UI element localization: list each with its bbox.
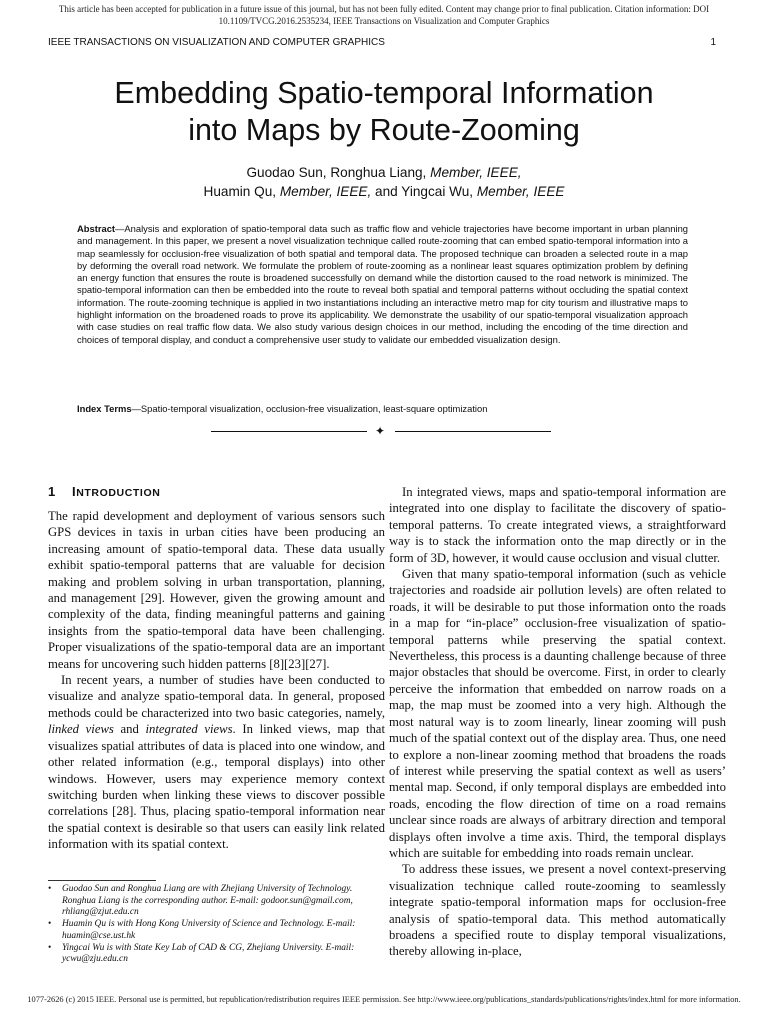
title-line-2: into Maps by Route-Zooming	[188, 113, 580, 147]
section-divider	[211, 424, 551, 438]
section-heading	[48, 484, 385, 501]
divider-diamond-icon: ✦	[375, 424, 386, 438]
index-terms-label: Index Terms	[77, 403, 132, 414]
right-column	[389, 484, 726, 960]
acceptance-notice: This article has been accepted for publication in a future issue of this journal, but has not been fully edited. Content may change prior to final publication. Citation information: DOI 10.1109/TVCG.2016.2535234, IEEE Transactions on Visualization and Computer Graphics	[58, 4, 710, 26]
section-title-first: I	[72, 484, 77, 499]
author-role-2a: Member, IEEE,	[279, 184, 372, 199]
footnote-item: • Yingcai Wu is with State Key Lab of CAD & CG, Zhejiang University. E-mail: ycwu@zju.edu.cn	[48, 943, 378, 966]
term-integrated-views: integrated views	[145, 722, 233, 737]
intro-paragraph-4: Given that many spatio-temporal information (such as vehicle trajectories and roadside air pollution levels) are often related to roads, it will be desirable to put those information onto the roads in a map for “in-place” occlusion-free visualization of spatio-temporal patterns while preserving the spatial context. Nevertheless, this process is a daunting challenge because of three major obstacles that should be overcome. First, in order to clearly perceive the information that embedded on narrow roads on a map, the map must be zoomed into a very high. Although the most natural way is to zoom linearly, linear zooming will push much of the spatial context out of the display area. Thus, one need to explore a non-linear zooming method that broadens the roads of interest while preserving the spatial context as well as users’ mental map. Second, if only temporal displays are embedded into roads, encoding the flow direction of time on a road remains unclear since roads are always of arbitrary direction and temporal displays often involve a time axis. Third, the temporal displays which are suitable for embedding into roads remain unclear.	[389, 567, 726, 860]
intro-paragraph-3: In integrated views, maps and spatio-temporal information are integrated into one display to facilitate the discovery of spatio-temporal patterns. To create integrated views, a straightforward way is to stack the information onto the map directly or in the form of 3D, however, it would cause occlusion and visual clutter.	[389, 485, 726, 565]
author-names-1: Guodao Sun, Ronghua Liang,	[246, 165, 431, 180]
footnote-item: • Guodao Sun and Ronghua Liang are with Zhejiang University of Technology. Ronghua Liang is the corresponding author. E-mail: godoor.sun@gmail.com, rhliang@zjut.edu.cn	[48, 884, 378, 919]
author-names-2a: Huamin Qu,	[203, 184, 280, 199]
affiliation-footnotes	[48, 884, 378, 966]
abstract	[77, 223, 688, 346]
running-head	[48, 37, 720, 48]
intro-p2-text-b: and	[113, 722, 146, 737]
footnote-item: • Huamin Qu is with Hong Kong University of Science and Technology. E-mail: huamin@cse.ust.hk	[48, 919, 378, 942]
paper-title	[60, 75, 708, 149]
author-role-2b: Member, IEEE	[476, 184, 565, 199]
divider-line-right	[395, 431, 551, 432]
abstract-label: Abstract	[77, 223, 116, 234]
abstract-text: —Analysis and exploration of spatio-temporal data such as traffic flow and vehicle trajectories have become important in urban planning and management. In this paper, we present a novel visualization technique called route-zooming that can embed spatio-temporal information into a map seamlessly for occlusion-free visualization of both spatial and temporal data. The proposed technique can broaden a selected route in a map by deforming the overall road network. We formulate the problem of route-zooming as a nonlinear least squares optimization problem by defining an energy function that ensures the route is broadened successfully on demand while the distortion caused to the road network is minimized. The spatio-temporal information can then be embedded into the route to reveal both spatial and temporal patterns without occluding the spatial context information. The route-zooming technique is applied in two instantiations including an interactive metro map for city tourism and illustrative maps to highlight information on the broadened roads to prove its applicability. We demonstrate the usability of our spatio-temporal visualization approach with case studies on real traffic flow data. We also study various design choices in our method, including the encoding of the time direction and choices of temporal display, and conduct a comprehensive user study to validate our embedded visualization design.	[77, 223, 688, 345]
author-list	[60, 163, 708, 201]
section-number: 1	[48, 484, 56, 499]
divider-line-left	[211, 431, 367, 432]
journal-name: IEEE TRANSACTIONS ON VISUALIZATION AND COMPUTER GRAPHICS	[48, 37, 385, 48]
left-column	[48, 484, 385, 853]
index-terms-text: —Spatio-temporal visualization, occlusion-free visualization, least-square optimization	[131, 403, 488, 414]
intro-p2-text-a: In recent years, a number of studies have been conducted to visualize and analyze spatio-temporal data. In general, proposed methods could be characterized into two basic categories, namely,	[48, 673, 385, 720]
author-names-2b: and Yingcai Wu,	[371, 184, 477, 199]
intro-paragraph-2	[48, 672, 385, 852]
intro-p2-text-c: . In linked views, map that visualizes spatial attributes of data is placed into one window, and other related information (e.g., temporal displays) into other windows. However, users may experience memory context switching burden when linking these views to discover possible correlations [28]. Thus, placing spatio-temporal information near the spatial context is desirable so that users can easily link related information with its spatial context.	[48, 722, 385, 852]
title-line-1: Embedding Spatio-temporal Information	[114, 76, 654, 110]
term-linked-views: linked views	[48, 722, 114, 737]
footnote-rule	[48, 880, 156, 881]
intro-paragraph-5: To address these issues, we present a novel context-preserving visualization technique called route-zooming to seamlessly integrate spatio-temporal information maps for occlusion-free analysis of spatio-temporal data. This method automatically broadens a specified route to display temporal visualizations, thereby allowing in-place,	[389, 862, 726, 959]
intro-paragraph-1: The rapid development and deployment of various sensors such GPS devices in taxis in urban cities have been producing an increasing amount of spatio-temporal data. These data usually exhibit spatio-temporal patterns that are valuable for decision making and problem solving in urban transportation, planning, and management [29]. However, given the growing amount and complexity of the data, finding meaningful patterns and gaining insights from the spatio-temporal data have been challenging. Proper visualizations of the spatio-temporal data are an important means for uncovering such hidden patterns [8][23][27].	[48, 509, 385, 671]
index-terms	[77, 403, 688, 415]
page-number: 1	[710, 37, 716, 48]
copyright-notice: 1077-2626 (c) 2015 IEEE. Personal use is permitted, but republication/redistribution requires IEEE permission. See http://www.ieee.org/publications_standards/publications/rights/index.html for more information.	[27, 995, 741, 1004]
author-role-1: Member, IEEE,	[430, 165, 522, 180]
section-title-rest: NTRODUCTION	[76, 487, 161, 499]
